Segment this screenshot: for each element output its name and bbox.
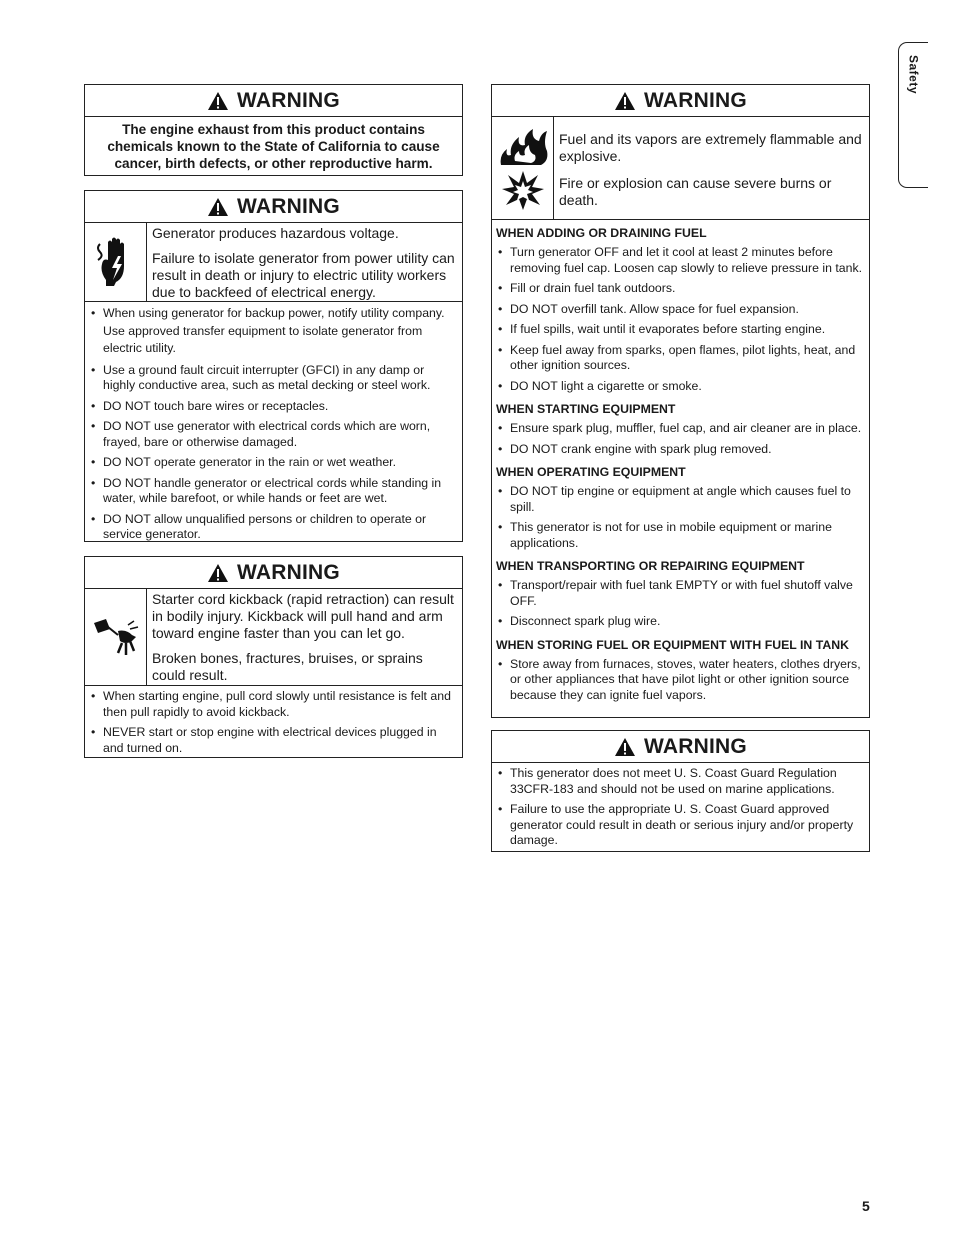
section-heading: WHEN OPERATING EQUIPMENT [496,465,686,479]
warning-title: WARNING [644,88,747,112]
warning-title: WARNING [644,734,747,758]
fuel-hazard-row [492,117,869,220]
coastguard-bullet-list [492,763,869,853]
electric-shock-hand-icon [94,236,138,288]
hazard-text: Broken bones, fractures, bruises, or sprains could result. [152,650,423,683]
prop65-warning-box [84,84,463,176]
warning-header [85,85,462,117]
hazard-text: Starter cord kickback (rapid retraction) can result in bodily injury. Kickback will pull hand and arm toward engine faster than you can let go. [152,591,454,641]
list-item: • Turn generator OFF and let it cool at least 2 minutes before removing fuel cap. Loosen cap slowly to relieve pressure in tank. [496,245,865,276]
list-item: • Store away from furnaces, stoves, water heaters, clothes dryers, or other appliances that have pilot light or other ignition source because they can ignite fuel vapors. [496,657,865,704]
list-item: • Ensure spark plug, muffler, fuel cap, and air cleaner are in place. [496,421,865,437]
list-item: • DO NOT allow unqualified persons or children to operate or service generator. [89,512,458,543]
list-item: • Failure to use the appropriate U. S. Coast Guard approved generator could result in death or serious injury and/or property damage. [496,802,865,849]
list-item: • DO NOT tip engine or equipment at angle which causes fuel to spill. [496,484,865,515]
list-item: • Fill or drain fuel tank outdoors. [496,281,865,297]
cord-kickback-hand-icon [92,615,140,659]
warning-triangle-icon [207,197,229,217]
list-item: • If fuel spills, wait until it evaporates before starting engine. [496,322,865,338]
list-item: • Use a ground fault circuit interrupter (GFCI) in any damp or highly conductive area, such as metal decking or steel work. [89,363,458,394]
kickback-hazard-row [85,589,462,686]
warning-triangle-icon [614,91,636,111]
side-tab-label: Safety [906,55,921,95]
fuel-sections [492,220,869,705]
list-item: • DO NOT handle generator or electrical cords while standing in water, while barefoot, or while hands or feet are wet. [89,476,458,507]
list-item: • Keep fuel away from sparks, open flames, pilot lights, heat, and other ignition sources. [496,343,865,374]
voltage-bullet-list [85,302,462,547]
coastguard-warning-box [491,730,870,852]
warning-header [492,731,869,763]
list-item: • DO NOT operate generator in the rain or wet weather. [89,455,458,471]
list-item: • DO NOT light a cigarette or smoke. [496,379,865,395]
warning-triangle-icon [207,91,229,111]
bullet-list [492,576,869,632]
voltage-hazard-row [85,223,462,302]
warning-triangle-icon [207,563,229,583]
list-item: • Transport/repair with fuel tank EMPTY or with fuel shutoff valve OFF. [496,578,865,609]
page-number: 5 [862,1198,870,1214]
warning-title: WARNING [237,560,340,584]
voltage-warning-box [84,190,463,542]
list-item: • Disconnect spark plug wire. [496,614,865,630]
list-item: • DO NOT crank engine with spark plug removed. [496,442,865,458]
warning-header [85,191,462,223]
section-side-tab [898,42,928,188]
list-item: • When starting engine, pull cord slowly until resistance is felt and then pull rapidly to avoid kickback. [89,689,458,720]
hazard-text: Generator produces hazardous voltage. [152,225,399,241]
hazard-text: Fuel and its vapors are extremely flammable and explosive. [559,131,862,164]
prop65-text: The engine exhaust from this product contains chemicals known to the State of California to cause cancer, birth defects, or other reproductive harm. [107,122,440,171]
bullet-list [492,655,869,706]
bullet-list [492,419,869,459]
warning-triangle-icon [614,737,636,757]
list-item: • This generator does not meet U. S. Coast Guard Regulation 33CFR-183 and should not be used on marine applications. [496,766,865,797]
bullet-list [492,482,869,553]
section-heading: WHEN STORING FUEL OR EQUIPMENT WITH FUEL IN TANK [496,637,849,652]
hazard-text: Fire or explosion can cause severe burns or death. [559,175,832,208]
warning-header [492,85,869,117]
list-item: • DO NOT overfill tank. Allow space for fuel expansion. [496,302,865,318]
list-item: • DO NOT touch bare wires or receptacles. [89,399,458,415]
explosion-icon [500,169,546,211]
warning-title: WARNING [237,88,340,112]
fire-icon [497,125,549,167]
warning-title: WARNING [237,194,340,218]
list-item: • When using generator for backup power, notify utility company. Use approved transfer equipment to isolate generator from electric utility. [89,305,458,358]
section-heading: WHEN STARTING EQUIPMENT [496,402,676,416]
warning-header [85,557,462,589]
section-heading: WHEN ADDING OR DRAINING FUEL [496,226,707,240]
kickback-bullet-list [85,686,462,760]
list-item: • This generator is not for use in mobile equipment or marine applications. [496,520,865,551]
section-heading: WHEN TRANSPORTING OR REPAIRING EQUIPMENT [496,559,805,573]
bullet-list [492,243,869,396]
fuel-warning-box [491,84,870,718]
hazard-text: Failure to isolate generator from power utility can result in death or injury to electric utility workers due to backfeed of electrical energy. [152,250,455,300]
list-item: • DO NOT use generator with electrical cords which are worn, frayed, bare or otherwise damaged. [89,419,458,450]
list-item: • NEVER start or stop engine with electrical devices plugged in and turned on. [89,725,458,756]
kickback-warning-box [84,556,463,758]
